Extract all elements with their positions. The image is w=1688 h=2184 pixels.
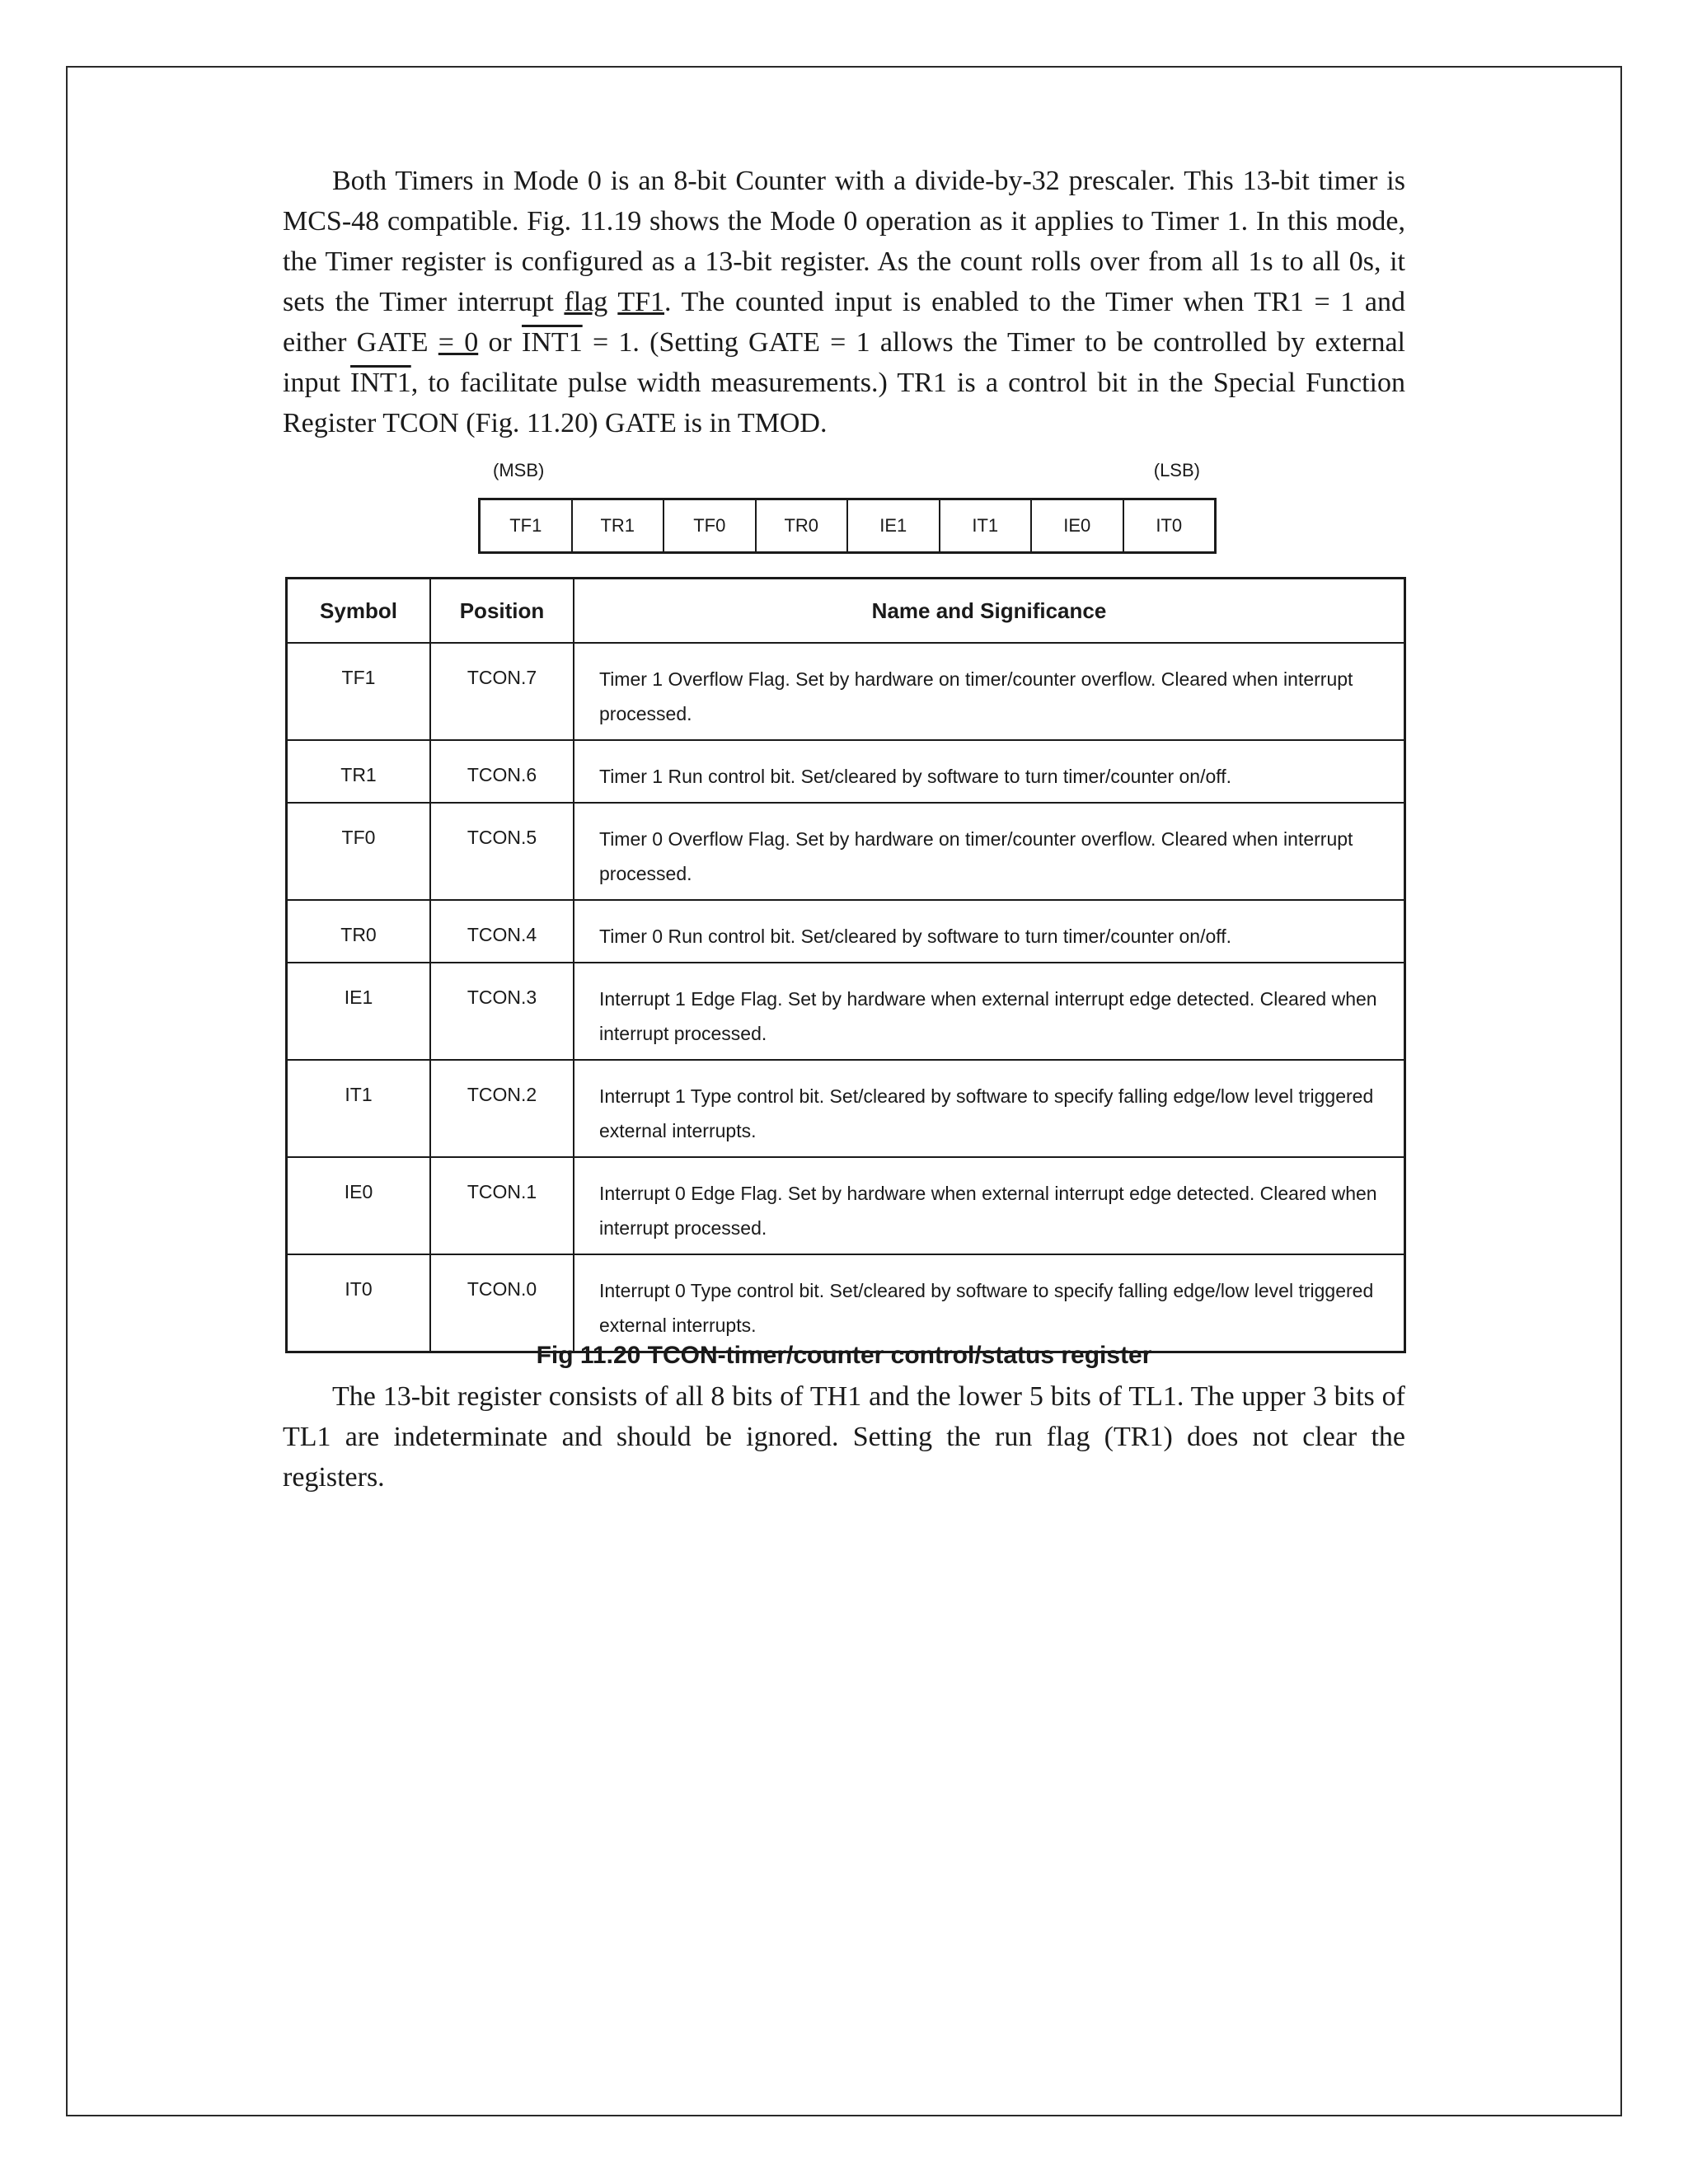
row-symbol: IT1 [287, 1060, 431, 1157]
row-symbol: TR1 [287, 740, 431, 803]
row-description: Timer 1 Overflow Flag. Set by hardware on timer/counter overflow. Cleared when interrupt processed. [574, 643, 1405, 740]
row-symbol: TF0 [287, 803, 431, 900]
intro-text-1: Both Timers in Mode 0 is an 8-bit Counter with a divide-by-32 prescaler. This 13-bit timer is MCS-48 compatible. Fig. 11.19 shows the Mode 0 operation as it applies to Timer 1. In this mode, the Timer register is configured as a 13-bit register. As the count rolls over from all 1s to all 0s, it sets the Timer interrupt [283, 166, 1405, 317]
row-description: Interrupt 0 Type control bit. Set/cleared by software to specify falling edge/low level triggered external interrupts. [574, 1254, 1405, 1352]
table-row [287, 1157, 1405, 1254]
table-row [287, 740, 1405, 803]
table-header-row [287, 579, 1405, 644]
table-row [287, 900, 1405, 963]
table-row [287, 1254, 1405, 1352]
table-row [287, 963, 1405, 1060]
int1-overline-b: INT1 [350, 368, 411, 398]
row-position: TCON.3 [430, 963, 574, 1060]
intro-text-4: or [478, 327, 523, 358]
figure-caption: Fig 11.20 TCON-timer/counter control/status register [536, 1342, 1152, 1369]
row-position: TCON.2 [430, 1060, 574, 1157]
flag-word: flag [564, 287, 608, 317]
table-row [287, 1060, 1405, 1157]
row-symbol: TF1 [287, 643, 431, 740]
bit-cell: IT0 [1156, 515, 1183, 536]
closing-paragraph: The 13-bit register consists of all 8 bits of TH1 and the lower 5 bits of TL1. The upper 3 bits of TL1 are indeterminate and should be ignored. Setting the run flag (TR1) does not clear the registers. [283, 1381, 1405, 1493]
bit-cell: IE0 [1032, 500, 1124, 551]
header-position: Position [430, 579, 574, 644]
row-symbol: IE1 [287, 963, 431, 1060]
header-symbol: Symbol [287, 579, 431, 644]
row-position: TCON.0 [430, 1254, 574, 1352]
row-description: Timer 0 Overflow Flag. Set by hardware on timer/counter overflow. Cleared when interrupt processed. [574, 803, 1405, 900]
int1-overline-a: INT1 [522, 327, 583, 358]
row-position: TCON.4 [430, 900, 574, 963]
lsb-label: (LSB) [1153, 460, 1200, 480]
row-symbol: TR0 [287, 900, 431, 963]
row-description: Interrupt 1 Type control bit. Set/cleared by software to specify falling edge/low level triggered external interrupts. [574, 1060, 1405, 1157]
table-row [287, 643, 1405, 740]
gate-eq-zero: = 0 [438, 327, 479, 358]
register-bit-row [478, 498, 1217, 554]
register-bit-diagram [478, 460, 1217, 554]
table-row [287, 803, 1405, 900]
bit-cell: TR1 [573, 500, 665, 551]
row-description: Timer 1 Run control bit. Set/cleared by software to turn timer/counter on/off. [574, 740, 1405, 803]
closing-paragraph-block [283, 1376, 1405, 1497]
row-symbol: IT0 [287, 1254, 431, 1352]
intro-text-5: = 1. (Setting GATE = 1 allows the Timer to be controlled by external input [283, 327, 1406, 398]
bit-cell: IT1 [940, 500, 1033, 551]
bit-cell: TF1 [481, 500, 573, 551]
tcon-table [285, 577, 1406, 1353]
register-bit-labels [478, 460, 1217, 493]
tf1-word: TF1 [617, 287, 665, 317]
row-position: TCON.5 [430, 803, 574, 900]
bit-cell: TR0 [757, 500, 849, 551]
row-symbol: IE0 [287, 1157, 431, 1254]
intro-paragraph [283, 161, 1405, 443]
row-description: Timer 0 Run control bit. Set/cleared by software to turn timer/counter on/off. [574, 900, 1405, 963]
header-name-significance: Name and Significance [574, 579, 1405, 644]
row-position: TCON.6 [430, 740, 574, 803]
row-position: TCON.1 [430, 1157, 574, 1254]
row-description: Interrupt 0 Edge Flag. Set by hardware when external interrupt edge detected. Cleared when interrupt processed. [574, 1157, 1405, 1254]
intro-text-6: , to facilitate pulse width measurements.) TR1 is a control bit in the Special Function Register TCON (Fig. 11.20) GATE is in TMOD. [283, 368, 1405, 438]
intro-text-3: . The counted input is enabled to the Timer when TR1 = 1 and either GATE [283, 287, 1405, 358]
row-description: Interrupt 1 Edge Flag. Set by hardware when external interrupt edge detected. Cleared when interrupt processed. [574, 963, 1405, 1060]
intro-text-2 [607, 287, 617, 317]
intro-paragraph-block [283, 161, 1405, 443]
bit-cell: IE1 [848, 500, 940, 551]
msb-label: (MSB) [493, 460, 545, 480]
bit-cell: TF0 [664, 500, 757, 551]
row-position: TCON.7 [430, 643, 574, 740]
